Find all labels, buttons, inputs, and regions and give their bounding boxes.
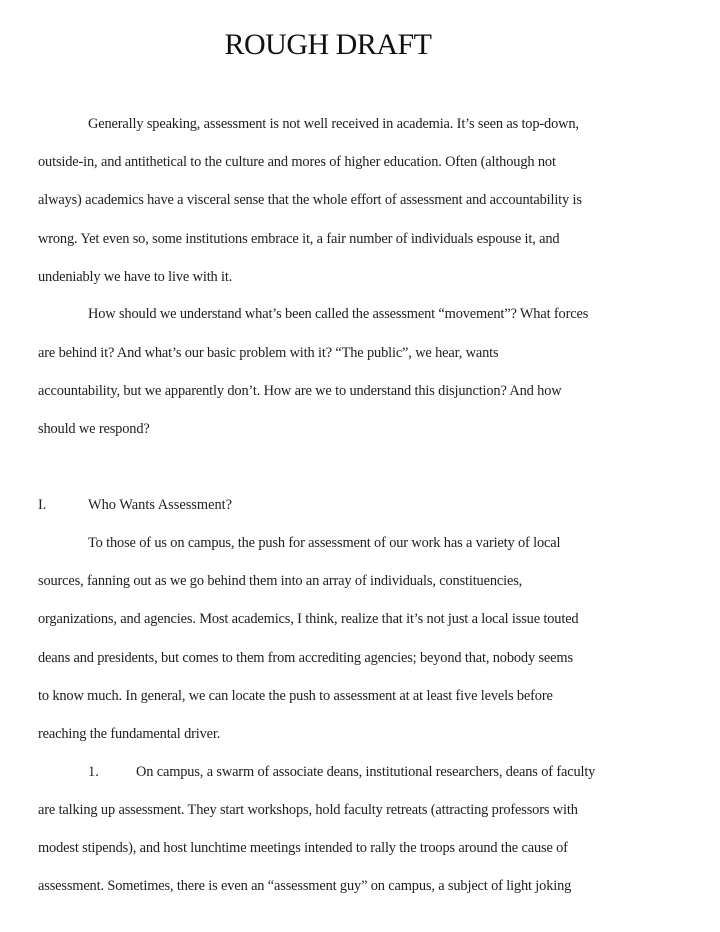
- list-item-line-3: modest stipends), and host lunchtime meetings intended to rally the troops around the cause of: [38, 840, 568, 856]
- paragraph-2-line-2: are behind it? And what’s our basic problem with it? “The public”, we hear, wants: [38, 345, 499, 361]
- paragraph-1-line-5: undeniably we have to live with it.: [38, 269, 233, 285]
- section-heading: Who Wants Assessment?: [88, 497, 233, 513]
- paragraph-1-line-3: always) academics have a visceral sense that the whole effort of assessment and accountability is: [38, 192, 582, 208]
- list-item-line-2: are talking up assessment. They start workshops, hold faculty retreats (attracting professors with: [38, 802, 578, 818]
- document-title: ROUGH DRAFT: [224, 28, 432, 61]
- list-item-line-1: On campus, a swarm of associate deans, institutional researchers, deans of faculty: [136, 764, 596, 780]
- section-paragraph-line-5: to know much. In general, we can locate the push to assessment at at least five levels before: [38, 688, 553, 704]
- section-number: I.: [38, 497, 47, 513]
- paragraph-2-line-3: accountability, but we apparently don’t. How are we to understand this disjunction? And how: [38, 383, 562, 399]
- list-item-number: 1.: [88, 764, 99, 780]
- paragraph-1-line-2: outside-in, and antithetical to the culture and mores of higher education. Often (although not: [38, 154, 556, 170]
- paragraph-2-line-4: should we respond?: [38, 421, 150, 437]
- section-paragraph-line-6: reaching the fundamental driver.: [38, 726, 221, 742]
- paragraph-1-line-1: Generally speaking, assessment is not well received in academia. It’s seen as top-down,: [88, 116, 579, 132]
- section-paragraph-line-3: organizations, and agencies. Most academics, I think, realize that it’s not just a local issue touted: [38, 611, 579, 627]
- section-paragraph-line-1: To those of us on campus, the push for assessment of our work has a variety of local: [88, 535, 561, 551]
- section-paragraph-line-4: deans and presidents, but comes to them from accrediting agencies; beyond that, nobody seems: [38, 650, 573, 666]
- paragraph-2-line-1: How should we understand what’s been called the assessment “movement”? What forces: [88, 306, 589, 322]
- paragraph-1-line-4: wrong. Yet even so, some institutions embrace it, a fair number of individuals espouse it, and: [38, 231, 560, 247]
- list-item-line-4: assessment. Sometimes, there is even an “assessment guy” on campus, a subject of light joking: [38, 878, 572, 894]
- section-paragraph-line-2: sources, fanning out as we go behind them into an array of individuals, constituencies,: [38, 573, 523, 589]
